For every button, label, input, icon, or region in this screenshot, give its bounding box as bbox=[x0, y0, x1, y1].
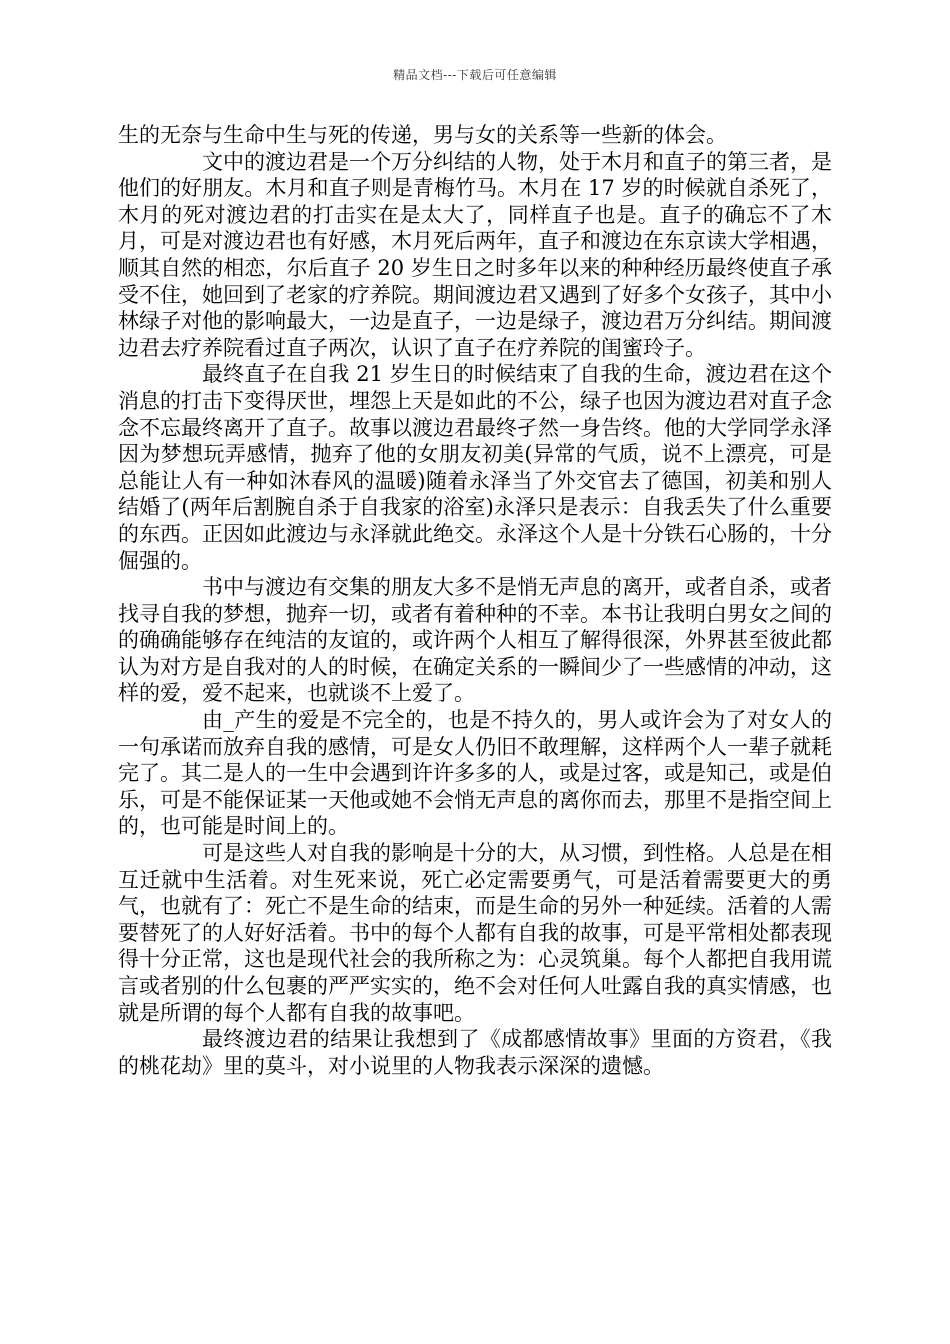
paragraph: 由_产生的爱是不完全的，也是不持久的，男人或许会为了对女人的一句承诺而放弃自我的感情，可是女人仍旧不敢理解，这样两个人一辈子就耗完了。其二是人的一生中会遇到许许多多的人，或是过客，或是知己，或是伯乐，可是不能保证某一天他或她不会悄无声息的离你而去，那里不是指空间上的，也可能是时间上的。 bbox=[118, 708, 832, 839]
page-header: 精品文档---下载后可任意编辑 bbox=[393, 68, 557, 82]
paragraph: 书中与渡边有交集的朋友大多不是悄无声息的离开，或者自杀，或者找寻自我的梦想，抛弃一切，或者有着种种的不幸。本书让我明白男女之间的的确确能够存在纯洁的友谊的，或许两个人相互了解得很深，外界甚至彼此都认为对方是自我对的人的时候，在确定关系的一瞬间少了一些感情的冲动，这样的爱，爱不起来，也就谈不上爱了。 bbox=[118, 575, 832, 706]
paragraph: 最终渡边君的结果让我想到了《成都感情故事》里面的方资君，《我的桃花劫》里的莫斗，对小说里的人物我表示深深的遗憾。 bbox=[118, 1027, 832, 1078]
document-body bbox=[118, 122, 832, 1079]
paragraph-continuation: 生的无奈与生命中生与死的传递，男与女的关系等一些新的体会。 bbox=[118, 123, 727, 147]
paragraph: 文中的渡边君是一个万分纠结的人物，处于木月和直子的第三者，是他们的好朋友。木月和直子则是青梅竹马。木月在 17 岁的时候就自杀死了，木月的死对渡边君的打击实在是太大了，同样直子也是。直子的确忘不了木月，可是对渡边君也有好感，木月死后两年，直子和渡边在东京读大学相遇，顺其自然的相恋，尔后直子 20 岁生日之时多年以来的种种经历最终使直子承受不住，她回到了老家的疗养院。期间渡边君又遇到了好多个女孩子，其中小林绿子对他的影响最大，一边是直子，一边是绿子，渡边君万分纠结。期间渡边君去疗养院看过直子两次，认识了直子在疗养院的闺蜜玲子。 bbox=[118, 149, 832, 360]
paragraph: 可是这些人对自我的影响是十分的大，从习惯，到性格。人总是在相互迁就中生活着。对生死来说，死亡必定需要勇气，可是活着需要更大的勇气，也就有了：死亡不是生命的结束，而是生命的另外一种延续。活着的人需要替死了的人好好活着。书中的每个人都有自我的故事，可是平常相处都表现得十分正常，这也是现代社会的我所称之为：心灵筑巢。每个人都把自我用谎言或者别的什么包裹的严严实实的，绝不会对任何人吐露自我的真实情感，也就是所谓的每个人都有自我的故事吧。 bbox=[118, 841, 832, 1025]
paragraph: 最终直子在自我 21 岁生日的时候结束了自我的生命，渡边君在这个消息的打击下变得厌世，埋怨上天是如此的不公，绿子也因为渡边君对直子念念不忘最终离开了直子。故事以渡边君最终孑然一身告终。他的大学同学永泽因为梦想玩弄感情，抛弃了他的女朋友初美(异常的气质，说不上漂亮，可是总能让人有一种如沐春风的温暖)随着永泽当了外交官去了德国，初美和别人结婚了(两年后割腕自杀于自我家的浴室)永泽只是表示：自我丢失了什么重要的东西。正因如此渡边与永泽就此绝交。永泽这个人是十分铁石心肠的，十分倔强的。 bbox=[118, 362, 832, 573]
